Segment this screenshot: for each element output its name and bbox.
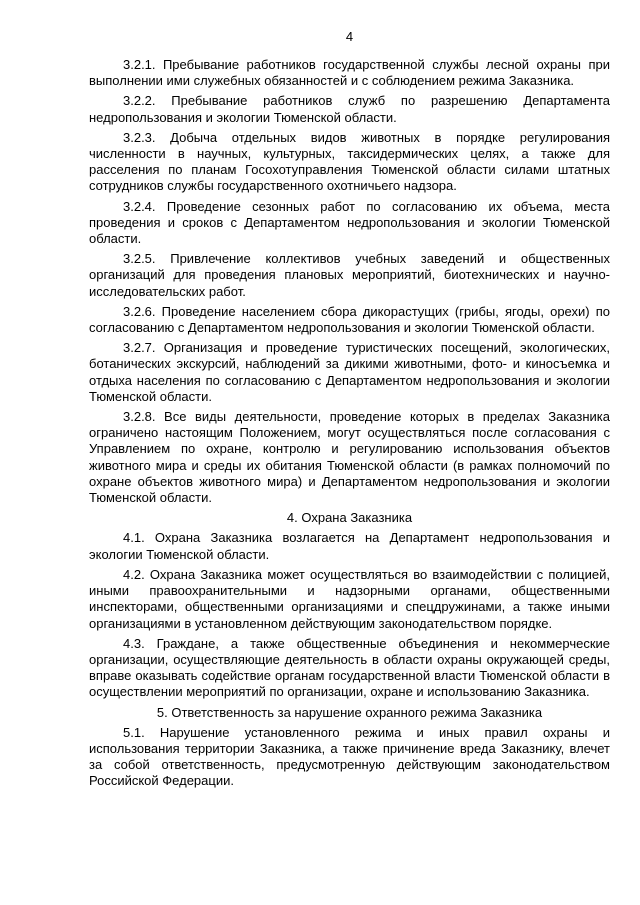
paragraph-3-2-6: 3.2.6. Проведение населением сбора дикорастущих (грибы, ягоды, орехи) по согласованию с Департаментом недропользования и экологии Тюменской области. <box>89 303 610 336</box>
section-5-heading: 5. Ответственность за нарушение охранного режима Заказника <box>156 704 543 720</box>
paragraph-3-2-4: 3.2.4. Проведение сезонных работ по согласованию их объема, места проведения и сроков с Департаментом недропользования и экологии Тюменской области. <box>89 198 610 247</box>
paragraph-3-2-5: 3.2.5. Привлечение коллективов учебных заведений и общественных организаций для проведения плановых мероприятий, биотехнических и научно-исследовательских работ. <box>89 251 610 299</box>
paragraph-3-2-8: 3.2.8. Все виды деятельности, проведение которых в пределах Заказника ограничено настоящим Положением, могут осуществляться после согласования с Управлением по охране, контролю и регулированию использования объектов животного мира и среды их обитания Тюменской области (в рамках полномочий по охране объектов животного мира) и Департаментом недропользования и экологии Тюменской области. <box>89 409 610 506</box>
document-page <box>89 29 610 794</box>
paragraph-3-2-7: 3.2.7. Организация и проведение туристических посещений, экологических, ботанических экскурсий, наблюдений за дикими животными, фото- и киносъемка и отдыха населения по согласованию с Департаментом недропользования и экологии Тюменской области. <box>89 340 610 404</box>
section-4-heading: 4. Охрана Заказника <box>286 510 413 526</box>
paragraph-3-2-2: 3.2.2. Пребывание работников служб по разрешению Департамента недропользования и экологии Тюменской области. <box>89 93 610 125</box>
paragraph-3-2-1: 3.2.1. Пребывание работников государственной службы лесной охраны при выполнении ими служебных обязанностей и с соблюдением режима Заказника. <box>89 57 610 89</box>
paragraph-4-2: 4.2. Охрана Заказника может осуществляться во взаимодействии с полицией, иными правоохранительными и надзорными органами, общественными инспекторами, общественными организациями и спецдружинами, а также иными организациями в установленном действующим законодательством порядке. <box>89 566 610 631</box>
paragraph-4-1: 4.1. Охрана Заказника возлагается на Департамент недропользования и экологии Тюменской области. <box>89 530 610 562</box>
paragraph-4-3: 4.3. Граждане, а также общественные объединения и некоммерческие организации, осуществляющие деятельность в области охраны окружающей среды, вправе оказывать содействие органам государственной власти Тюменской области в осуществлении мероприятий по организации, охране и использованию Заказника. <box>89 635 610 700</box>
paragraph-3-2-3: 3.2.3. Добыча отдельных видов животных в порядке регулирования численности в научных, культурных, таксидермических целях, а также для расселения по планам Госохотуправления Тюменской области силами штатных сотрудников службы государственного охотничьего надзора. <box>89 129 610 194</box>
page-number: 4 <box>345 29 354 44</box>
paragraph-5-1: 5.1. Нарушение установленного режима и иных правил охраны и использования территории Заказника, а также причинение вреда Заказнику, влечет за собой ответственность, предусмотренную действующим законодательством Российской Федерации. <box>89 724 610 789</box>
